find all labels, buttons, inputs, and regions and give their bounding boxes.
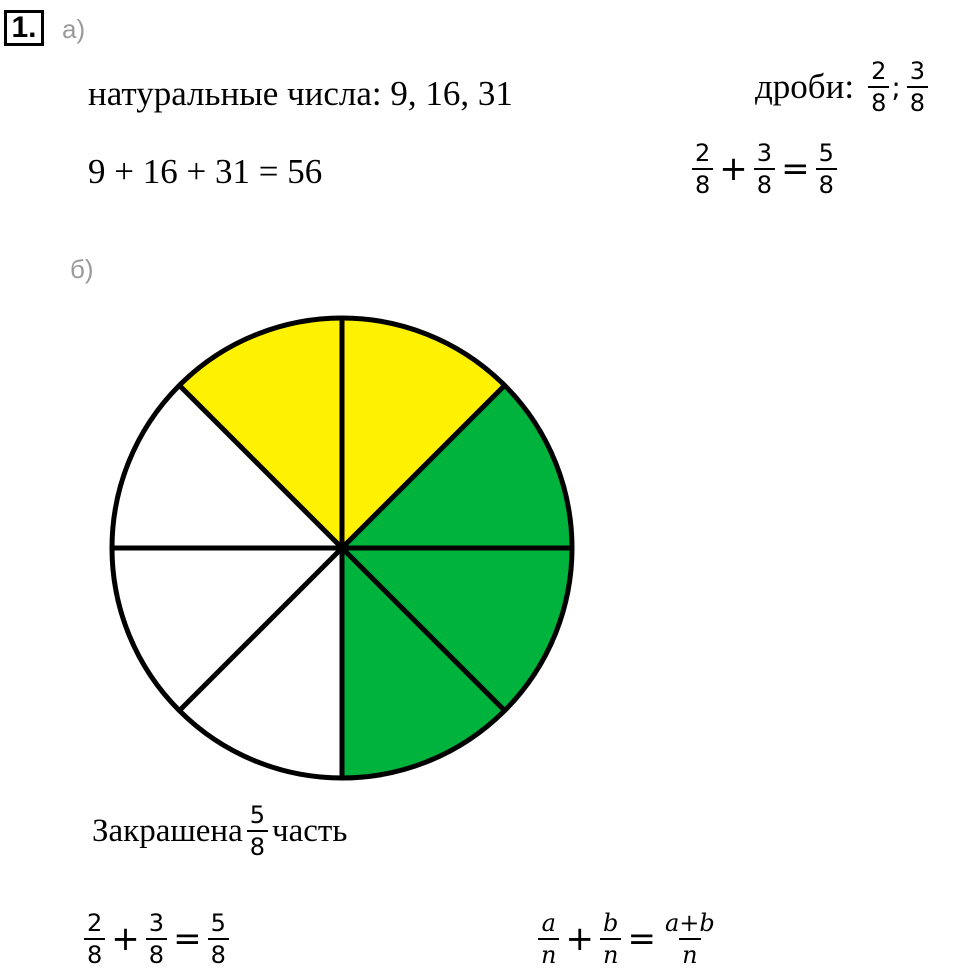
part-a-label: а) (62, 14, 86, 44)
fractions-separator: ; (891, 70, 901, 104)
fractions-label: дроби: (755, 67, 855, 106)
fraction-3-8: $\frac{3}{8}$ (907, 58, 928, 116)
equals-sign: = (627, 919, 656, 959)
plus-sign: + (111, 919, 140, 959)
natural-numbers-line: натуральные числа: 9, 16, 31 (88, 74, 513, 113)
natural-sum-line: 9 + 16 + 31 = 56 (88, 152, 323, 191)
rule-result: $\frac{a+b}{n}$ (664, 909, 715, 969)
shaded-suffix: часть (272, 812, 348, 849)
rule-term-b: $\frac{b}{n}$ (600, 910, 621, 968)
fraction-sum-b (84, 910, 229, 968)
fraction-2-8: $\frac{2}{8}$ (868, 58, 889, 116)
shaded-fraction: $\frac{5}{8}$ (247, 802, 268, 860)
plus-sign: + (719, 149, 748, 189)
shaded-prefix: Закрашена (92, 812, 243, 849)
part-b-label: б) (70, 254, 94, 284)
fraction-term-b: $\frac{3}{8}$ (146, 910, 167, 968)
equals-sign: = (781, 149, 810, 189)
fraction-term-a: $\frac{2}{8}$ (692, 140, 713, 198)
fraction-sum-a (692, 140, 837, 198)
shaded-caption (92, 802, 347, 860)
fraction-term-b: $\frac{3}{8}$ (754, 140, 775, 198)
pie-svg (100, 310, 584, 794)
task-number-badge: 1. (4, 10, 44, 46)
fraction-result: $\frac{5}{8}$ (816, 140, 837, 198)
fraction-term-a: $\frac{2}{8}$ (84, 910, 105, 968)
plus-sign: + (565, 919, 594, 959)
rule-term-a: $\frac{a}{n}$ (538, 910, 559, 968)
fraction-result: $\frac{5}{8}$ (208, 910, 229, 968)
pie-diagram (100, 310, 584, 794)
general-rule (538, 910, 718, 968)
fractions-list (755, 58, 928, 116)
equals-sign: = (173, 919, 202, 959)
